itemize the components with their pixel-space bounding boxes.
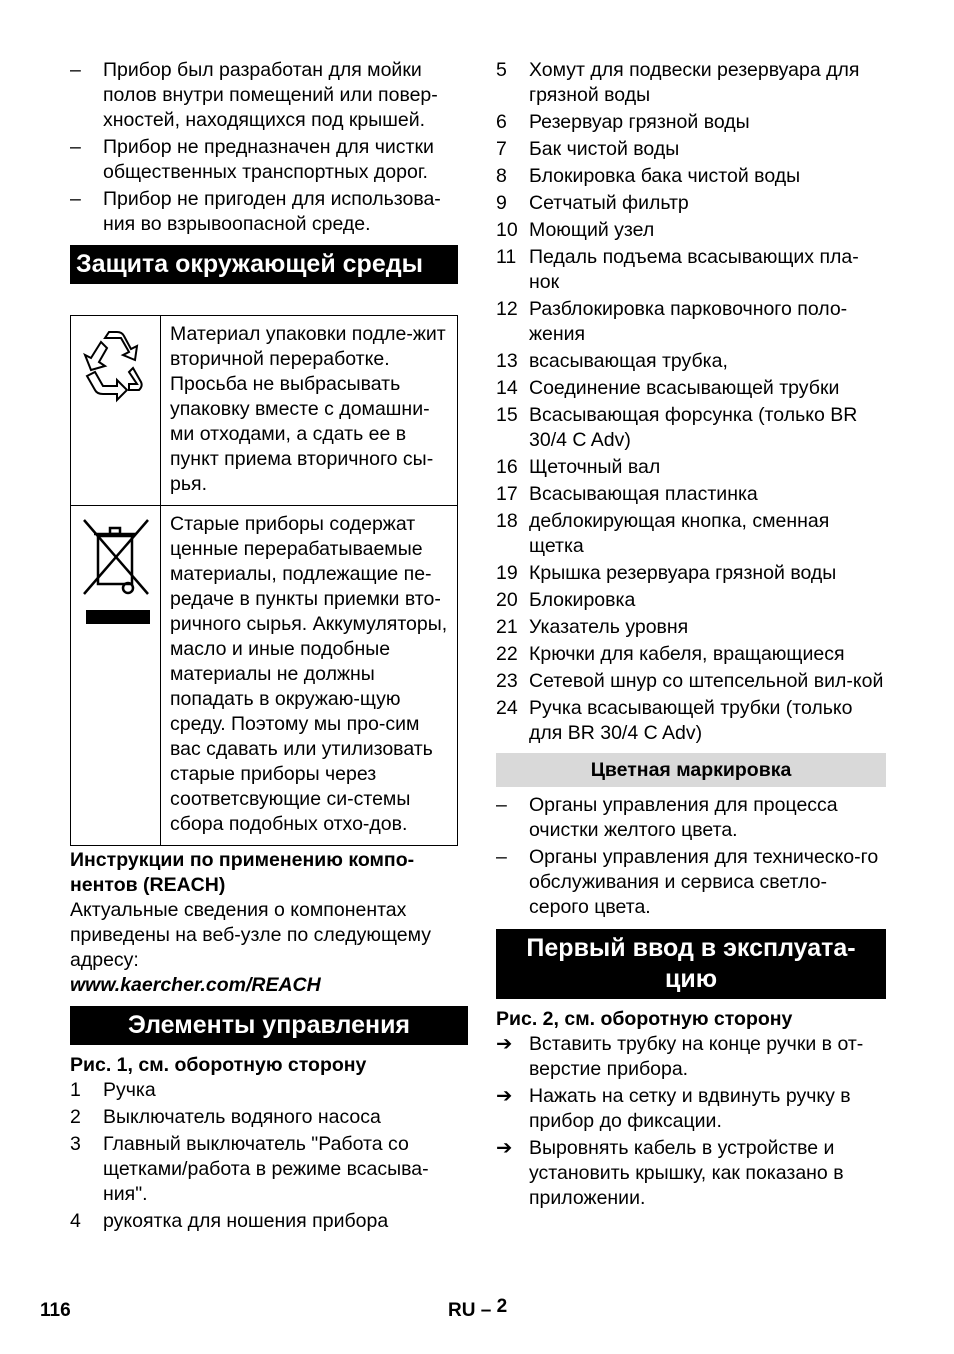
arrow-right-icon: ➔ xyxy=(496,1085,513,1107)
recycling-text: Материал упаковки подле-жит вторичной переработке. Просьба не выбрасывать упаковку вместе с домашни-ми отходами, а сдать ее в пункт приема вторичного сы-рья. xyxy=(161,316,458,506)
lang-code: RU xyxy=(448,1300,476,1321)
env-heading: Защита окружающей среды xyxy=(70,245,458,284)
list-item: 8 Блокировка бака чистой воды xyxy=(496,165,801,187)
controls-heading: Элементы управления xyxy=(70,1006,468,1045)
list-item: – Прибор не пригоден для использова-ния во взрывоопасной среде. xyxy=(70,187,470,237)
list-item: 14 Соединение всасывающей трубки xyxy=(496,377,840,399)
controls-list-left xyxy=(70,1078,470,1234)
lang-subpage: 2 xyxy=(496,1296,508,1317)
page-number: 116 xyxy=(40,1300,71,1321)
list-item: 11 Педаль подъема всасывающих пла-нок xyxy=(496,246,859,293)
startup-steps xyxy=(496,1032,886,1211)
list-item: 10 Моющий узел xyxy=(496,219,655,241)
env-table xyxy=(70,315,458,846)
lang-separator: – xyxy=(480,1300,492,1321)
list-item: 9 Сетчатый фильтр xyxy=(496,192,689,214)
page-language-code xyxy=(448,1298,507,1323)
list-item: – Органы управления для техническо-го обслуживания и сервиса светло-серого цвета. xyxy=(496,845,886,920)
reach-title: Инструкции по применению компо-нентов (REACH) xyxy=(70,849,415,896)
right-column xyxy=(496,58,886,1213)
list-item: – Органы управления для процесса очистки желтого цвета. xyxy=(496,793,886,843)
crossed-bin-icon-cell xyxy=(71,506,161,846)
list-item: 23 Сетевой шнур со штепсельной вил-кой xyxy=(496,670,884,692)
list-item: 1 Ручка xyxy=(70,1079,156,1101)
table-row xyxy=(71,506,458,846)
list-item: 3 Главный выключатель "Работа со щетками/работа в режиме всасыва-ния". xyxy=(70,1133,429,1205)
list-item: – Прибор был разработан для мойки полов внутри помещений или повер-хностей, находящихся под крышей. xyxy=(70,58,470,133)
list-item: 20 Блокировка xyxy=(496,589,636,611)
list-item: ➔ Выровнять кабель в устройстве и установить крышку, как показано в приложении. xyxy=(496,1137,844,1209)
intro-list xyxy=(70,58,470,237)
table-row xyxy=(71,316,458,506)
list-item: 13 всасывающая трубка, xyxy=(496,350,728,372)
color-coding-heading: Цветная маркировка xyxy=(496,753,886,787)
list-item: 19 Крышка резервуара грязной воды xyxy=(496,562,837,584)
disposal-text: Старые приборы содержат ценные перерабатываемые материалы, подлежащие пе-редаче в пункты приемки вто-ричного сырья. Аккумуляторы, масло и иные подобные материалы не должны попадать в окружаю-щую среду. Поэтому мы про-сим вас сдавать или утилизовать старые приборы через соответсвующие си-стемы сбора подобных отхо-дов. xyxy=(161,506,458,846)
list-item: 22 Крючки для кабеля, вращающиеся xyxy=(496,643,845,665)
list-item: 4 рукоятка для ношения прибора xyxy=(70,1210,389,1232)
list-item: 6 Резервуар грязной воды xyxy=(496,111,750,133)
startup-heading: Первый ввод в эксплуата-цию xyxy=(496,929,886,999)
list-item: 5 Хомут для подвески резервуара для грязной воды xyxy=(496,59,860,106)
list-item: 21 Указатель уровня xyxy=(496,616,689,638)
list-item: 2 Выключатель водяного насоса xyxy=(70,1106,381,1128)
arrow-right-icon: ➔ xyxy=(496,1033,513,1055)
reach-text: Актуальные сведения о компонентах приведены на веб-узле по следующему адресу: xyxy=(70,899,432,971)
reach-url[interactable]: www.kaercher.com/REACH xyxy=(70,974,321,996)
crossed-bin-icon xyxy=(76,514,156,626)
list-item: 16 Щеточный вал xyxy=(496,456,661,478)
list-item: 15 Всасывающая форсунка (только BR 30/4 C Adv) xyxy=(496,404,858,451)
recycling-icon xyxy=(77,328,155,408)
list-item: 18 деблокирующая кнопка, сменная щетка xyxy=(496,510,830,557)
list-item: 7 Бак чистой воды xyxy=(496,138,680,160)
color-coding-list xyxy=(496,793,886,920)
controls-list-right xyxy=(496,58,886,746)
list-item: ➔ Вставить трубку на конце ручки в от-верстие прибора. xyxy=(496,1033,864,1080)
list-item: 12 Разблокировка парковочного поло-жения xyxy=(496,298,848,345)
list-item: – Прибор не предназначен для чистки общественных транспортных дорог. xyxy=(70,135,470,185)
arrow-right-icon: ➔ xyxy=(496,1137,513,1159)
list-item: 17 Всасывающая пластинка xyxy=(496,483,758,505)
left-column xyxy=(70,58,470,1236)
list-item: 24 Ручка всасывающей трубки (только для BR 30/4 C Adv) xyxy=(496,697,853,744)
list-item: ➔ Нажать на сетку и вдвинуть ручку в прибор до фиксации. xyxy=(496,1085,851,1132)
startup-fig-ref: Рис. 2, см. оборотную сторону xyxy=(496,1008,793,1030)
recycling-icon-cell xyxy=(71,316,161,506)
controls-fig-ref: Рис. 1, см. оборотную сторону xyxy=(70,1054,367,1076)
